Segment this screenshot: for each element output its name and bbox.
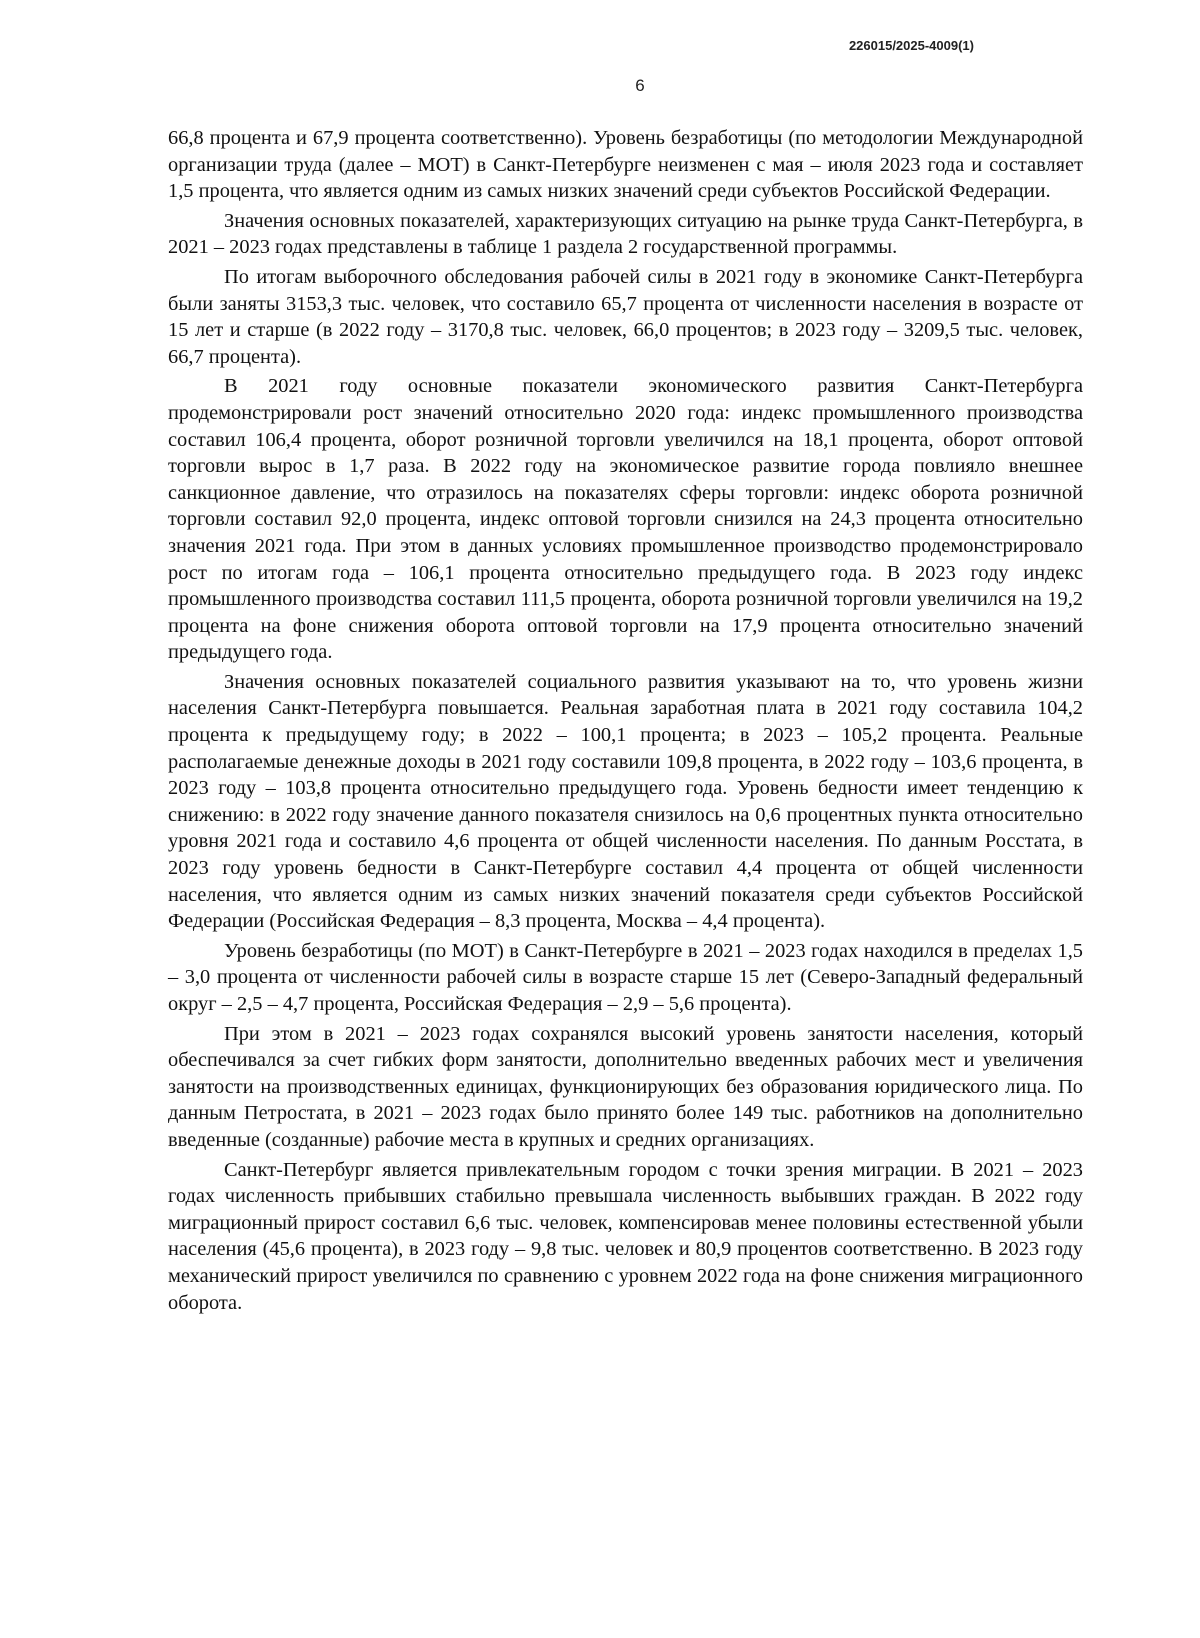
paragraph-migration: Санкт-Петербург является привлекательным городом с точки зрения миграции. В 2021 – 2023 годах численность прибывших стабильно превышала численность выбывших граждан. В 2022 году миграционный прирост составил 6,6 тыс. человек, компенсировав менее половины естественной убыли населения (45,6 процента), в 2023 году – 9,8 тыс. человек и 80,9 процентов соответственно. В 2023 году механический прирост увеличился по сравнению с уровнем 2022 года на фоне снижения миграционного оборота. [168, 1158, 1083, 1314]
document-body [168, 125, 1083, 1316]
paragraph-continuation: 66,8 процента и 67,9 процента соответственно). Уровень безработицы (по методологии Международной организации труда (далее – МОТ) в Санкт-Петербурге неизменен с мая – июля 2023 года и составляет 1,5 процента, что является одним из самых низких значений среди субъектов Российской Федерации. [168, 127, 1083, 203]
paragraph-social-development: Значения основных показателей социального развития указывают на то, что уровень жизни населения Санкт-Петербурга повышается. Реальная заработная плата в 2021 году составила 104,2 процента к предыдущему году; в 2022 – 100,1 процента; в 2023 – 105,2 процента. Реальные располагаемые денежные доходы в 2021 году составили 109,8 процента, в 2022 году – 103,6 процента, в 2023 году – 103,8 процента относительно предыдущего года. Уровень бедности имеет тенденцию к снижению: в 2022 году значение данного показателя снизилось на 0,6 процентных пункта относительно уровня 2021 года и составило 4,6 процента от общей численности населения. По данным Росстата, в 2023 году уровень бедности в Санкт-Петербурге составил 4,4 процента от общей численности населения, что является одним из самых низких значений показателя среди субъектов Российской Федерации (Российская Федерация – 8,3 процента, Москва – 4,4 процента). [168, 670, 1083, 933]
paragraph-economic-development: В 2021 году основные показатели экономического развития Санкт-Петербурга продемонстрировали рост значений относительно 2020 года: индекс промышленного производства составил 106,4 процента, оборот розничной торговли увеличился на 18,1 процента, оборот оптовой торговли вырос в 1,7 раза. В 2022 году на экономическое развитие города повлияло внешнее санкционное давление, что отразилось на показателях сферы торговли: индекс оборота розничной торговли составил 92,0 процента, индекс оптовой торговли снизился на 24,3 процента относительно значения 2021 года. При этом в данных условиях промышленное производство продемонстрировало рост по итогам года – 106,1 процента относительно предыдущего года. В 2023 году индекс промышленного производства составил 111,5 процента, оборота розничной торговли увеличился на 19,2 процента на фоне снижения оборота оптовой торговли на 17,9 процента относительно значений предыдущего года. [168, 375, 1083, 664]
document-registration-number: 226015/2025-4009(1) [848, 38, 974, 53]
paragraph-labor-market-indicators: Значения основных показателей, характеризующих ситуацию на рынке труда Санкт-Петербурга, в 2021 – 2023 годах представлены в таблице 1 раздела 2 государственной программы. [168, 209, 1083, 259]
page-number: 6 [635, 76, 645, 95]
paragraph-employment-level: При этом в 2021 – 2023 годах сохранялся высокий уровень занятости населения, который обеспечивался за счет гибких форм занятости, дополнительно введенных рабочих мест и увеличения занятости на производственных единицах, функционирующих без образования юридического лица. По данным Петростата, в 2021 – 2023 годах было принято более 149 тыс. работников на дополнительно введенные (созданные) рабочие места в крупных и средних организациях. [168, 1022, 1083, 1151]
paragraph-unemployment: Уровень безработицы (по МОТ) в Санкт-Петербурге в 2021 – 2023 годах находился в пределах 1,5 – 3,0 процента от численности рабочей силы в возрасте старше 15 лет (Северо-Западный федеральный округ – 2,5 – 4,7 процента, Российская Федерация – 2,9 – 5,6 процента). [168, 939, 1083, 1015]
paragraph-employment-survey: По итогам выборочного обследования рабочей силы в 2021 году в экономике Санкт-Петербурга были заняты 3153,3 тыс. человек, что составило 65,7 процента от численности населения в возрасте от 15 лет и старше (в 2022 году – 3170,8 тыс. человек, 66,0 процентов; в 2023 году – 3209,5 тыс. человек, 66,7 процента). [168, 265, 1083, 368]
